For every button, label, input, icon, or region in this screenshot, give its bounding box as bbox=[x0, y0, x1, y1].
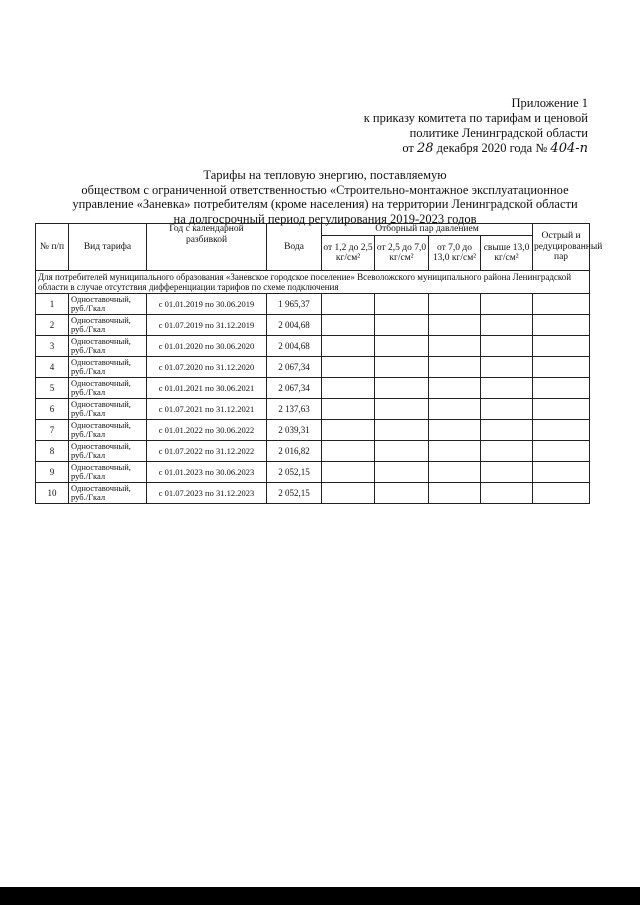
tariff-type-cell: Одноставочный, руб./Гкал bbox=[69, 441, 147, 462]
header-pressure-1: от 1,2 до 2,5 кг/см² bbox=[322, 236, 375, 271]
table-row bbox=[36, 315, 590, 336]
pressure-1-rate-cell bbox=[322, 378, 375, 399]
tariff-type-cell: Одноставочный, руб./Гкал bbox=[69, 399, 147, 420]
pressure-2-rate-cell bbox=[375, 399, 429, 420]
sharp-steam-rate-cell bbox=[533, 336, 590, 357]
pressure-3-rate-cell bbox=[429, 483, 481, 504]
pressure-1-rate-cell bbox=[322, 336, 375, 357]
pressure-1-rate-cell bbox=[322, 294, 375, 315]
pressure-2-rate-cell bbox=[375, 336, 429, 357]
period-cell: с 01.07.2022 по 31.12.2022 bbox=[147, 441, 267, 462]
water-rate-cell: 2 067,34 bbox=[267, 357, 322, 378]
row-number-cell: 9 bbox=[36, 462, 69, 483]
row-number-cell: 5 bbox=[36, 378, 69, 399]
pressure-4-rate-cell bbox=[481, 399, 533, 420]
appendix-date-line bbox=[364, 141, 588, 156]
pressure-2-rate-cell bbox=[375, 483, 429, 504]
header-steam-group: Отборный пар давлением bbox=[322, 224, 533, 236]
table-body bbox=[36, 294, 590, 504]
sharp-steam-rate-cell bbox=[533, 441, 590, 462]
table-row bbox=[36, 294, 590, 315]
order-number-handwritten: 404-п bbox=[550, 141, 588, 156]
row-number-cell: 2 bbox=[36, 315, 69, 336]
pressure-1-rate-cell bbox=[322, 441, 375, 462]
period-cell: с 01.01.2023 по 30.06.2023 bbox=[147, 462, 267, 483]
header-water: Вода bbox=[267, 224, 322, 271]
pressure-3-rate-cell bbox=[429, 294, 481, 315]
date-day-handwritten: 28 bbox=[417, 141, 434, 156]
table-row bbox=[36, 357, 590, 378]
row-number-cell: 8 bbox=[36, 441, 69, 462]
water-rate-cell: 2 067,34 bbox=[267, 378, 322, 399]
pressure-1-rate-cell bbox=[322, 399, 375, 420]
header-num: № п/п bbox=[36, 224, 69, 271]
pressure-3-rate-cell bbox=[429, 378, 481, 399]
section-row bbox=[36, 271, 590, 294]
pressure-4-rate-cell bbox=[481, 483, 533, 504]
water-rate-cell: 2 016,82 bbox=[267, 441, 322, 462]
pressure-2-rate-cell bbox=[375, 462, 429, 483]
pressure-3-rate-cell bbox=[429, 462, 481, 483]
table-row bbox=[36, 462, 590, 483]
pressure-4-rate-cell bbox=[481, 294, 533, 315]
title-line-2: обществом с ограниченной ответственностью «Строительно-монтажное эксплуатационное bbox=[81, 182, 569, 197]
pressure-3-rate-cell bbox=[429, 420, 481, 441]
tariff-type-cell: Одноставочный, руб./Гкал bbox=[69, 378, 147, 399]
table-row bbox=[36, 420, 590, 441]
section-description: Для потребителей муниципального образования «Заневское городское поселение» Всеволожского муниципального района Ленинградской области в случае отсутствия дифференциации тарифов по схеме подключения bbox=[36, 271, 590, 294]
pressure-4-rate-cell bbox=[481, 441, 533, 462]
date-rest: декабря 2020 года № bbox=[436, 141, 548, 155]
pressure-1-rate-cell bbox=[322, 357, 375, 378]
pressure-2-rate-cell bbox=[375, 357, 429, 378]
appendix-committee: политике Ленинградской области bbox=[409, 126, 588, 140]
sharp-steam-rate-cell bbox=[533, 378, 590, 399]
header-pressure-2: от 2,5 до 7,0 кг/см² bbox=[375, 236, 429, 271]
tariff-type-cell: Одноставочный, руб./Гкал bbox=[69, 315, 147, 336]
row-number-cell: 10 bbox=[36, 483, 69, 504]
tariff-type-cell: Одноставочный, руб./Гкал bbox=[69, 483, 147, 504]
sharp-steam-rate-cell bbox=[533, 420, 590, 441]
table-header-row bbox=[36, 224, 590, 236]
water-rate-cell: 2 052,15 bbox=[267, 462, 322, 483]
pressure-3-rate-cell bbox=[429, 336, 481, 357]
pressure-2-rate-cell bbox=[375, 378, 429, 399]
sharp-steam-rate-cell bbox=[533, 483, 590, 504]
pressure-2-rate-cell bbox=[375, 315, 429, 336]
tariff-type-cell: Одноставочный, руб./Гкал bbox=[69, 462, 147, 483]
period-cell: с 01.07.2023 по 31.12.2023 bbox=[147, 483, 267, 504]
title-line-3: управление «Заневка» потребителям (кроме населения) на территории Ленинградской области bbox=[72, 197, 578, 211]
pressure-4-rate-cell bbox=[481, 315, 533, 336]
tariff-type-cell: Одноставочный, руб./Гкал bbox=[69, 294, 147, 315]
period-cell: с 01.07.2019 по 31.12.2019 bbox=[147, 315, 267, 336]
period-cell: с 01.01.2020 по 30.06.2020 bbox=[147, 336, 267, 357]
water-rate-cell: 2 004,68 bbox=[267, 315, 322, 336]
header-sharp-steam: Острый и редуцированный пар bbox=[533, 224, 590, 271]
tariff-table bbox=[35, 223, 603, 504]
appendix-title: Приложение 1 bbox=[511, 96, 588, 110]
sharp-steam-rate-cell bbox=[533, 315, 590, 336]
title-line-4: на долгосрочный период регулирования 2019-2023 годов bbox=[173, 211, 477, 226]
document-title bbox=[60, 168, 590, 226]
sharp-steam-rate-cell bbox=[533, 399, 590, 420]
header-pressure-4: свыше 13,0 кг/см² bbox=[481, 236, 533, 271]
sharp-steam-rate-cell bbox=[533, 357, 590, 378]
sharp-steam-rate-cell bbox=[533, 462, 590, 483]
header-pressure-3: от 7,0 до 13,0 кг/см² bbox=[429, 236, 481, 271]
tariff-type-cell: Одноставочный, руб./Гкал bbox=[69, 420, 147, 441]
row-number-cell: 3 bbox=[36, 336, 69, 357]
pressure-4-rate-cell bbox=[481, 336, 533, 357]
row-number-cell: 4 bbox=[36, 357, 69, 378]
tariff-type-cell: Одноставочный, руб./Гкал bbox=[69, 357, 147, 378]
appendix-order-ref: к приказу комитета по тарифам и ценовой bbox=[363, 111, 588, 125]
pressure-4-rate-cell bbox=[481, 462, 533, 483]
pressure-4-rate-cell bbox=[481, 420, 533, 441]
water-rate-cell: 2 137,63 bbox=[267, 399, 322, 420]
pressure-3-rate-cell bbox=[429, 315, 481, 336]
row-number-cell: 6 bbox=[36, 399, 69, 420]
table-row bbox=[36, 378, 590, 399]
pressure-3-rate-cell bbox=[429, 399, 481, 420]
pressure-2-rate-cell bbox=[375, 420, 429, 441]
pressure-4-rate-cell bbox=[481, 378, 533, 399]
table-row bbox=[36, 483, 590, 504]
row-number-cell: 7 bbox=[36, 420, 69, 441]
water-rate-cell: 2 039,31 bbox=[267, 420, 322, 441]
title-line-1: Тарифы на тепловую энергию, поставляемую bbox=[203, 168, 447, 182]
pressure-3-rate-cell bbox=[429, 441, 481, 462]
period-cell: с 01.07.2020 по 31.12.2020 bbox=[147, 357, 267, 378]
date-prefix: от bbox=[402, 141, 414, 155]
header-period: Год с календарной разбивкой bbox=[147, 224, 267, 271]
water-rate-cell: 2 052,15 bbox=[267, 483, 322, 504]
period-cell: с 01.07.2021 по 31.12.2021 bbox=[147, 399, 267, 420]
water-rate-cell: 2 004,68 bbox=[267, 336, 322, 357]
table-row bbox=[36, 399, 590, 420]
period-cell: с 01.01.2019 по 30.06.2019 bbox=[147, 294, 267, 315]
sharp-steam-rate-cell bbox=[533, 294, 590, 315]
pressure-2-rate-cell bbox=[375, 441, 429, 462]
period-cell: с 01.01.2021 по 30.06.2021 bbox=[147, 378, 267, 399]
appendix-header bbox=[364, 96, 588, 156]
water-rate-cell: 1 965,37 bbox=[267, 294, 322, 315]
pressure-1-rate-cell bbox=[322, 420, 375, 441]
pressure-1-rate-cell bbox=[322, 462, 375, 483]
tariff-type-cell: Одноставочный, руб./Гкал bbox=[69, 336, 147, 357]
pressure-1-rate-cell bbox=[322, 483, 375, 504]
scan-border-bar bbox=[0, 887, 640, 905]
pressure-1-rate-cell bbox=[322, 315, 375, 336]
table-row bbox=[36, 441, 590, 462]
period-cell: с 01.01.2022 по 30.06.2022 bbox=[147, 420, 267, 441]
pressure-2-rate-cell bbox=[375, 294, 429, 315]
row-number-cell: 1 bbox=[36, 294, 69, 315]
pressure-3-rate-cell bbox=[429, 357, 481, 378]
table-row bbox=[36, 336, 590, 357]
pressure-4-rate-cell bbox=[481, 357, 533, 378]
header-type: Вид тарифа bbox=[69, 224, 147, 271]
